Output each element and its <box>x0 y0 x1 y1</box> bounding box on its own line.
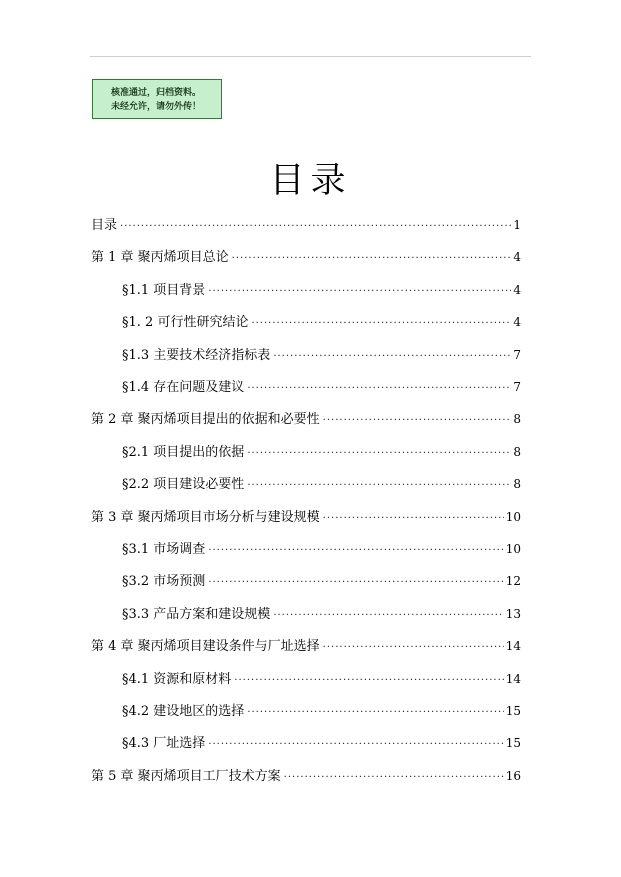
toc-leader-dots <box>247 448 511 459</box>
toc-entry[interactable] <box>122 473 521 491</box>
toc-entry[interactable] <box>91 214 521 232</box>
toc-leader-dots <box>251 318 511 329</box>
toc-entry-label: 目录 <box>91 218 118 233</box>
toc-entry[interactable] <box>122 732 521 750</box>
toc-entry[interactable] <box>122 441 521 459</box>
toc-entry-page-number: 15 <box>505 736 521 751</box>
toc-entry-label: §4.1 资源和原材料 <box>122 671 232 687</box>
toc-entry-label: §4.3 厂址选择 <box>122 736 206 752</box>
toc-leader-dots <box>323 513 504 524</box>
toc-entry-label: 第 5 章 聚丙烯项目工厂技术方案 <box>91 768 281 784</box>
header-rule <box>90 56 531 57</box>
toc-entry-page-number: 7 <box>513 347 521 362</box>
toc-entry[interactable] <box>91 506 521 524</box>
toc-leader-dots <box>273 610 503 621</box>
toc-leader-dots <box>208 577 503 588</box>
toc-entry[interactable] <box>122 700 521 718</box>
toc-entry[interactable] <box>91 408 521 426</box>
toc-entry[interactable] <box>122 603 521 621</box>
toc-entry-page-number: 7 <box>513 380 521 394</box>
toc-entry-label: §3.3 产品方案和建设规模 <box>122 606 271 622</box>
toc-leader-dots <box>208 545 503 556</box>
toc-leader-dots <box>234 675 503 686</box>
toc-entry-page-number: 4 <box>513 250 521 265</box>
toc-entry-page-number: 16 <box>505 768 521 783</box>
toc-entry[interactable] <box>91 765 521 783</box>
toc-entry-page-number: 15 <box>505 704 521 718</box>
toc-entry-label: §3.1 市场调查 <box>122 542 206 557</box>
toc-entry-page-number: 4 <box>513 315 521 330</box>
toc-entry-label: §2.1 项目提出的依据 <box>122 444 245 460</box>
toc-entry[interactable] <box>122 344 521 362</box>
stamp-line-1: 核准通过，归档资料。 <box>111 88 202 98</box>
toc-leader-dots <box>273 351 511 362</box>
toc-entry-label: §1. 2 可行性研究结论 <box>122 315 249 331</box>
toc-leader-dots <box>208 739 503 750</box>
toc-entry[interactable] <box>91 246 521 264</box>
toc-entry-page-number: 1 <box>513 218 521 232</box>
toc-entry-label: §2.2 项目建设必要性 <box>122 477 245 493</box>
toc-entry-page-number: 8 <box>513 412 521 427</box>
toc-leader-dots <box>323 642 504 653</box>
toc-entry-label: 第 3 章 聚丙烯项目市场分析与建设规模 <box>91 509 320 525</box>
toc-entry-label: §1.4 存在问题及建议 <box>122 380 245 395</box>
toc-entry-page-number: 4 <box>513 282 521 297</box>
toc-entry-page-number: 10 <box>505 509 521 524</box>
toc-entry-page-number: 8 <box>513 444 521 459</box>
toc-leader-dots <box>247 480 511 491</box>
toc-entry-page-number: 14 <box>505 671 521 686</box>
toc-entry[interactable] <box>122 311 521 329</box>
toc-entry-page-number: 8 <box>513 477 521 492</box>
toc-leader-dots <box>323 415 512 426</box>
toc-leader-dots <box>120 221 511 232</box>
toc-entry[interactable] <box>122 668 521 686</box>
toc-entry[interactable] <box>122 538 521 556</box>
page-title: 目录 <box>269 161 352 201</box>
toc-leader-dots <box>208 286 511 297</box>
stamp-line-2: 未经允许，请勿外传！ <box>111 102 202 112</box>
approval-stamp <box>92 79 222 119</box>
toc-entry[interactable] <box>122 376 521 394</box>
toc-entry-label: §1.3 主要技术经济指标表 <box>122 347 271 363</box>
toc-entry[interactable] <box>122 279 521 297</box>
toc-entry-label: 第 2 章 聚丙烯项目提出的依据和必要性 <box>91 412 320 428</box>
toc-entry-page-number: 10 <box>505 542 521 556</box>
toc-entry[interactable] <box>91 635 521 653</box>
toc-entry-label: 第 1 章 聚丙烯项目总论 <box>91 250 229 266</box>
toc-leader-dots <box>232 253 512 264</box>
toc-leader-dots <box>247 707 503 718</box>
toc-entry[interactable] <box>122 570 521 588</box>
toc-leader-dots <box>284 772 504 783</box>
toc-entry-label: §4.2 建设地区的选择 <box>122 704 245 719</box>
toc-entry-label: 第 4 章 聚丙烯项目建设条件与厂址选择 <box>91 639 320 655</box>
toc-entry-page-number: 12 <box>505 574 521 589</box>
toc-entry-page-number: 14 <box>505 639 521 654</box>
toc-leader-dots <box>247 383 511 394</box>
toc-entry-label: §1.1 项目背景 <box>122 282 206 298</box>
toc-entry-label: §3.2 市场预测 <box>122 574 206 590</box>
toc-entry-page-number: 13 <box>505 606 521 621</box>
